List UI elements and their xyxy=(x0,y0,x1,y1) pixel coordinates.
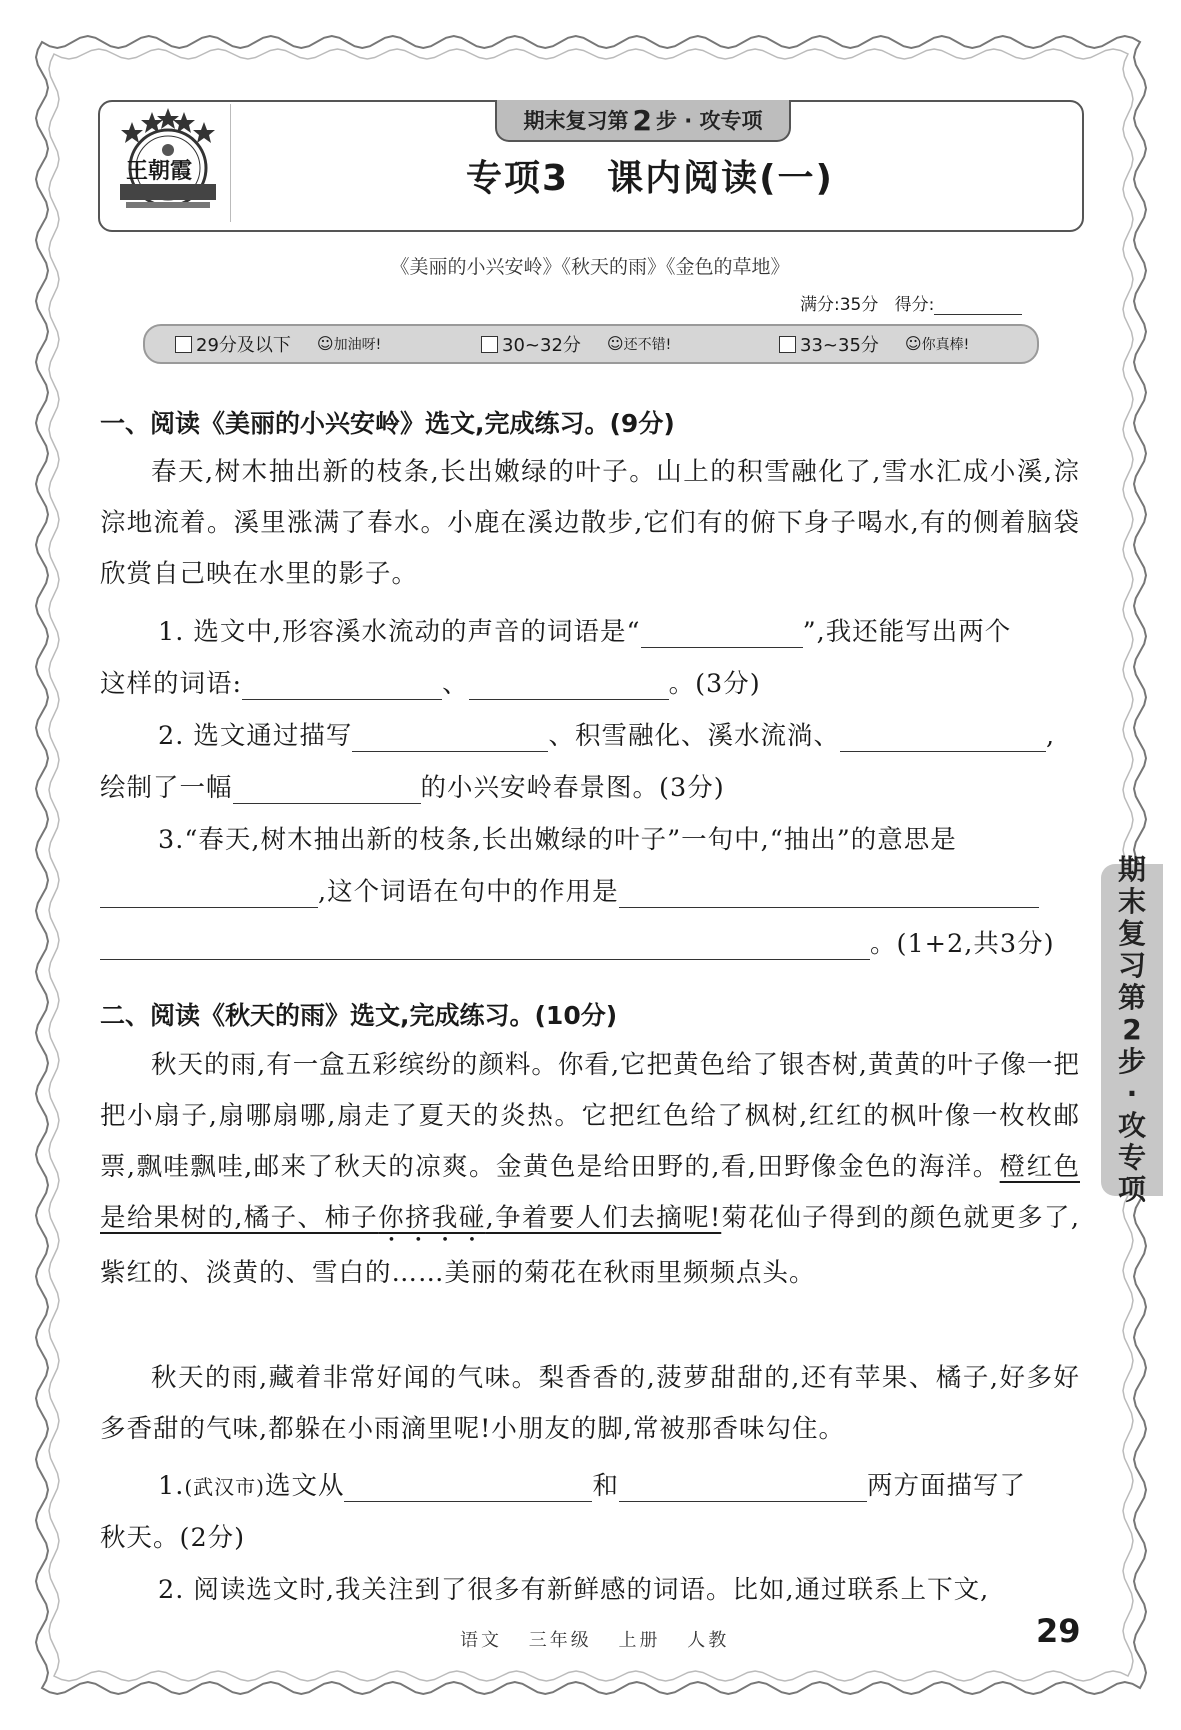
subtitle: 《美丽的小兴安岭》《秋天的雨》《金色的草地》 xyxy=(390,256,790,278)
section1-heading: 一、阅读《美丽的小兴安岭》选文,完成练习。(9分) xyxy=(100,409,675,438)
side-tab-char: 习 xyxy=(1117,949,1146,982)
header-step-tab xyxy=(495,100,791,142)
s1-q3-text-c: 。(1+2,共3分) xyxy=(870,929,1055,959)
section2-heading: 二、阅读《秋天的雨》选文,完成练习。(10分) xyxy=(100,1001,618,1030)
footer-grade: 三年级 xyxy=(528,1630,592,1651)
side-step-tab xyxy=(1101,853,1163,1206)
full-score: 满分:35分 xyxy=(800,295,879,315)
section2-passage-1 xyxy=(100,1040,1080,1299)
s1-q1-text-b: ”,我还能写出两个 xyxy=(802,617,1012,647)
s1-q2-text-a: 2. 选文通过描写 xyxy=(158,721,353,751)
s2-p1-underline-a: 橙红色是给果树的,橘子、柿子 xyxy=(100,1152,1080,1233)
s1-question-1-cont xyxy=(100,664,1080,700)
side-tab-char: 步 xyxy=(1117,1045,1146,1078)
s1-q2-blank-3[interactable] xyxy=(233,777,421,804)
s1-q1-text-c: 这样的词语: xyxy=(100,669,243,699)
rating-high-checkbox[interactable] xyxy=(779,336,796,353)
side-tab-char: 专 xyxy=(1117,1141,1146,1174)
rating-mid xyxy=(481,326,671,362)
s1-q2-text-d: 绘制了一幅 xyxy=(100,773,233,803)
s1-q2-text-e: 的小兴安岭春景图。(3分) xyxy=(420,773,725,803)
logo-text: 王朝霞 xyxy=(126,158,193,184)
s2-q1-text-d: 秋天。(2分) xyxy=(100,1523,246,1553)
score-line xyxy=(800,290,1022,315)
score-blank[interactable] xyxy=(934,296,1022,315)
s2-q1-blank-2[interactable] xyxy=(619,1475,867,1502)
s2-question-1 xyxy=(100,1466,1080,1502)
rating-mid-comment: 还不错! xyxy=(623,337,672,353)
rating-low-range: 29分及以下 xyxy=(196,335,291,356)
s1-question-2 xyxy=(100,716,1080,752)
page-title: 专项3 课内阅读(一) xyxy=(466,158,834,199)
rating-high-comment: 你真棒! xyxy=(921,337,970,353)
rating-mid-checkbox[interactable] xyxy=(481,336,498,353)
side-tab-char: 期 xyxy=(1117,853,1146,886)
s1-question-3 xyxy=(100,820,1080,856)
s2-q1-num: 1. xyxy=(158,1471,185,1501)
s1-q3-blank-1[interactable] xyxy=(100,881,318,908)
s1-q2-blank-2[interactable] xyxy=(840,725,1046,752)
side-tab-char: 末 xyxy=(1117,885,1146,918)
happy-face-icon: ☺你真棒! xyxy=(904,334,970,353)
rating-low-comment: 加油呀! xyxy=(333,337,382,353)
s2-q2-text: 2. 阅读选文时,我关注到了很多有新鲜感的词语。比如,通过联系上下文, xyxy=(158,1575,990,1605)
s1-q3-text-b: ,这个词语在句中的作用是 xyxy=(318,877,619,907)
section2-passage-2: 秋天的雨,藏着非常好闻的气味。梨香香的,菠萝甜甜的,还有苹果、橘子,好多好多香甜的气味,都躲在小雨滴里呢!小朋友的脚,常被那香味勾住。 xyxy=(100,1363,1080,1444)
s1-q1-text-a: 1. 选文中,形容溪水流动的声音的词语是“ xyxy=(158,617,641,647)
side-tab-char: 攻 xyxy=(1117,1109,1146,1142)
rating-bar xyxy=(143,324,1039,364)
s1-question-1 xyxy=(100,612,1080,648)
s1-q1-text-d: 、 xyxy=(442,669,469,699)
s1-question-3-cont2 xyxy=(100,924,1080,960)
s2-p1-underline-b: ,争着要人们去摘呢! xyxy=(485,1203,722,1233)
page-number: 29 xyxy=(1036,1612,1081,1650)
s2-p1-dotted: 你挤我碰 xyxy=(378,1203,486,1233)
s1-q1-blank-1[interactable] xyxy=(641,621,803,648)
footer xyxy=(460,1626,747,1652)
rating-high xyxy=(779,326,969,362)
s2-question-2 xyxy=(100,1570,1080,1606)
rating-low-checkbox[interactable] xyxy=(175,336,192,353)
side-tab-char: · xyxy=(1126,1077,1138,1110)
s2-q1-text-b: 和 xyxy=(592,1471,619,1501)
side-tab-char: 2 xyxy=(1122,1013,1142,1046)
s2-question-1-cont xyxy=(100,1518,1080,1554)
s2-q1-source: (武汉市) xyxy=(184,1475,265,1499)
footer-subject: 语文 xyxy=(460,1630,502,1651)
s2-q1-text-c: 两方面描写了 xyxy=(866,1471,1026,1501)
side-tab-char: 项 xyxy=(1117,1173,1146,1206)
tab-step: 2 xyxy=(632,103,652,137)
s1-q3-text-a: 3.“春天,树木抽出新的枝条,长出嫩绿的叶子”一句中,“抽出”的意思是 xyxy=(158,825,957,855)
section1-passage: 春天,树木抽出新的枝条,长出嫩绿的叶子。山上的积雪融化了,雪水汇成小溪,淙淙地流着。溪里涨满了春水。小鹿在溪边散步,它们有的俯下身子喝水,有的侧着脑袋欣赏自己映在水里的影子。 xyxy=(100,457,1080,589)
tab-prefix: 期末复习第 xyxy=(523,109,629,133)
s1-q1-blank-2[interactable] xyxy=(242,673,442,700)
s2-p1-text-a: 秋天的雨,有一盒五彩缤纷的颜料。你看,它把黄色给了银杏树,黄黄的叶子像一把把小扇子,扇哪扇哪,扇走了夏天的炎热。它把红色给了枫树,红红的枫叶像一枚枚邮票,飘哇飘哇,邮来了秋天的凉爽。金黄色是给田野的,看,田野像金色的海洋。 xyxy=(100,1050,1080,1182)
smile-face-icon: ☺还不错! xyxy=(606,334,672,353)
s1-q3-blank-2[interactable] xyxy=(619,881,1039,908)
rating-mid-range: 30~32分 xyxy=(502,335,581,356)
s1-q1-text-e: 。(3分) xyxy=(668,669,761,699)
s1-question-2-cont xyxy=(100,768,1080,804)
s1-q1-blank-3[interactable] xyxy=(469,673,669,700)
rating-high-range: 33~35分 xyxy=(800,335,879,356)
footer-volume: 上册 xyxy=(618,1630,661,1651)
rating-low xyxy=(175,326,381,362)
s1-q3-blank-3[interactable] xyxy=(100,933,870,960)
s1-question-3-cont xyxy=(100,872,1080,908)
s1-q2-text-c: , xyxy=(1045,721,1056,751)
s2-p1-text-b: 菊花仙子得到的颜色就更多了,紫红的、淡黄的、雪白的……美丽的菊花在秋雨里频频点头。 xyxy=(100,1203,1080,1288)
footer-edition: 人教 xyxy=(687,1630,730,1651)
side-tab-char: 复 xyxy=(1117,917,1146,950)
side-tab-char: 第 xyxy=(1117,981,1146,1014)
tab-suffix: 步 · 攻专项 xyxy=(655,109,763,133)
s1-q2-blank-1[interactable] xyxy=(352,725,548,752)
cheer-face-icon: ☺加油呀! xyxy=(316,334,382,353)
s2-q1-text-a: 选文从 xyxy=(264,1471,345,1501)
s2-q1-blank-1[interactable] xyxy=(344,1475,592,1502)
s1-q2-text-b: 、积雪融化、溪水流淌、 xyxy=(548,721,840,751)
score-label: 得分: xyxy=(894,295,935,315)
